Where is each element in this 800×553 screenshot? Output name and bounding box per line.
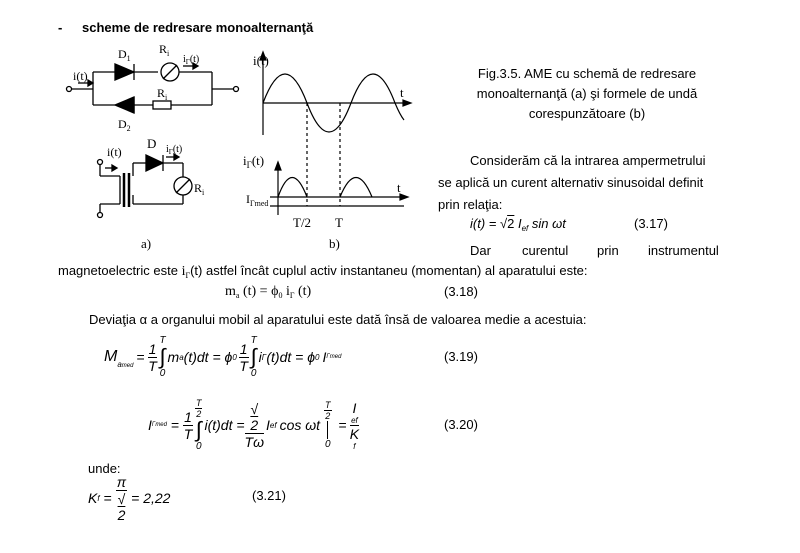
waveform-top — [260, 52, 411, 135]
diode-d1-icon — [115, 64, 134, 80]
wave-bottom-xlabel: t — [397, 180, 401, 195]
para1-line2: se aplică un curent alternativ sinusoidal definit — [438, 175, 704, 190]
para2-line2: magnetoelectric este $i_\Gamma(t)$ astfel încât cuplul activ instantaneu (momentan) al aparatului este: — [58, 263, 588, 280]
diode-d2-icon — [115, 97, 134, 113]
circuit-b — [98, 154, 193, 218]
diode-d-icon — [146, 155, 163, 171]
unde-label: unde: — [88, 461, 121, 476]
eq320-evaluation-bar: $\frac{T}{2}$ 0 — [325, 400, 331, 450]
equation-3-21: K f = π √ 2 = 2,22 — [88, 473, 171, 523]
para1-line3: prin relaţia: — [438, 197, 503, 212]
wave-bottom-avg: I — [246, 192, 250, 206]
tick-t-half: T/2 — [293, 215, 312, 230]
circuit-a-current-label: i(t) — [73, 69, 88, 83]
equation-3-17: i(t) = √2 $I_{ef}$ sin ωt — [470, 216, 566, 233]
svg-text:IΓmed: $I_{\Gamma med}$ — [246, 192, 269, 208]
eq319-integral: T ∫ 0 — [159, 335, 166, 379]
circuit-a — [67, 63, 239, 113]
eq-3-21-number: (3.21) — [252, 488, 286, 503]
figure-3-5 — [60, 40, 430, 260]
equation-3-18: $m_a$ $(t) = \phi_0$ $i_\Gamma$ (t) — [225, 284, 312, 300]
svg-text:Ri: $R_i$ — [159, 42, 170, 58]
svg-text:Ri: $R_i$ — [157, 86, 168, 102]
para2-word-prin: prin — [597, 243, 619, 258]
para2-word-instrumentul: instrumentul — [648, 243, 719, 258]
svg-text:D1: $D_1$ — [118, 47, 131, 63]
eq-3-17-number: (3.17) — [634, 216, 668, 231]
ri-bottom-label: R — [157, 86, 166, 100]
equation-3-19: M amed = $\frac{1}{T}$ T ∫ 0 m a (t)dt = ϕ 0 $\frac{1}{T}$ T ∫ 0 i Γ (t)dt = ϕ 0 I Γmed — [104, 335, 342, 379]
eq-3-18-number: (3.18) — [444, 284, 478, 299]
eq-3-19-number: (3.19) — [444, 349, 478, 364]
ri-top-label: R — [159, 42, 168, 56]
svg-text:iΓ(t): $i_\Gamma(t)$ — [166, 144, 183, 156]
waveform-bottom — [270, 103, 408, 215]
eq320-integral: $\frac{T}{2}$ ∫ 0 — [195, 398, 202, 452]
wave-top-xlabel: t — [400, 85, 404, 100]
para1-line1: Considerăm că la intrarea ampermetrului — [470, 153, 706, 168]
circuit-b-current-label: i(t) — [107, 145, 122, 159]
label-a: a) — [141, 236, 152, 251]
eq-3-20-number: (3.20) — [444, 417, 478, 432]
equation-3-20: I Γmed = $\frac{1}{T}$ $\frac{T}{2}$ ∫ 0 i(t)dt = √ 2 Tω I ef cos ωt $\frac{T}{2}$ 0 = I ef K f — [148, 398, 360, 452]
d2-label: D — [118, 117, 127, 131]
label-b: b) — [329, 236, 340, 251]
wave-bottom-ylabel: i — [243, 153, 247, 168]
svg-text:Ri: $R_i$ — [194, 181, 205, 197]
igamma-b-label: i — [166, 144, 169, 155]
figure-caption: Fig.3.5. AME cu schemă de redresare monoalternanţă (a) şi formele de undă corespunzătoare (b) — [476, 66, 698, 121]
ri-b-label: R — [194, 181, 203, 195]
svg-text:iΓ(t): $i_\Gamma(t)$ — [183, 54, 200, 66]
tick-t: T — [335, 215, 343, 230]
diode-d-label: D — [147, 136, 157, 151]
heading-title: scheme de redresare monoalternanţă — [82, 20, 314, 35]
heading-bullet: - — [58, 20, 63, 35]
para3: Deviaţia α a organului mobil al aparatului este dată însă de valoarea medie a acestuia: — [89, 312, 587, 327]
para2-word-curentul: curentul — [522, 243, 569, 258]
d1-label: D — [118, 47, 127, 61]
eq319-frac: $\frac{1}{T}$ — [148, 340, 157, 374]
wave-top-ylabel: i(t) — [253, 53, 269, 68]
para2-word-dar: Dar — [470, 243, 491, 258]
resistor-ri-icon — [153, 101, 171, 109]
igamma-a-label: i — [183, 54, 186, 65]
svg-text:D2: $D_2$ — [118, 117, 131, 133]
svg-text:iΓ(t): $i_\Gamma(t)$ — [243, 153, 265, 170]
